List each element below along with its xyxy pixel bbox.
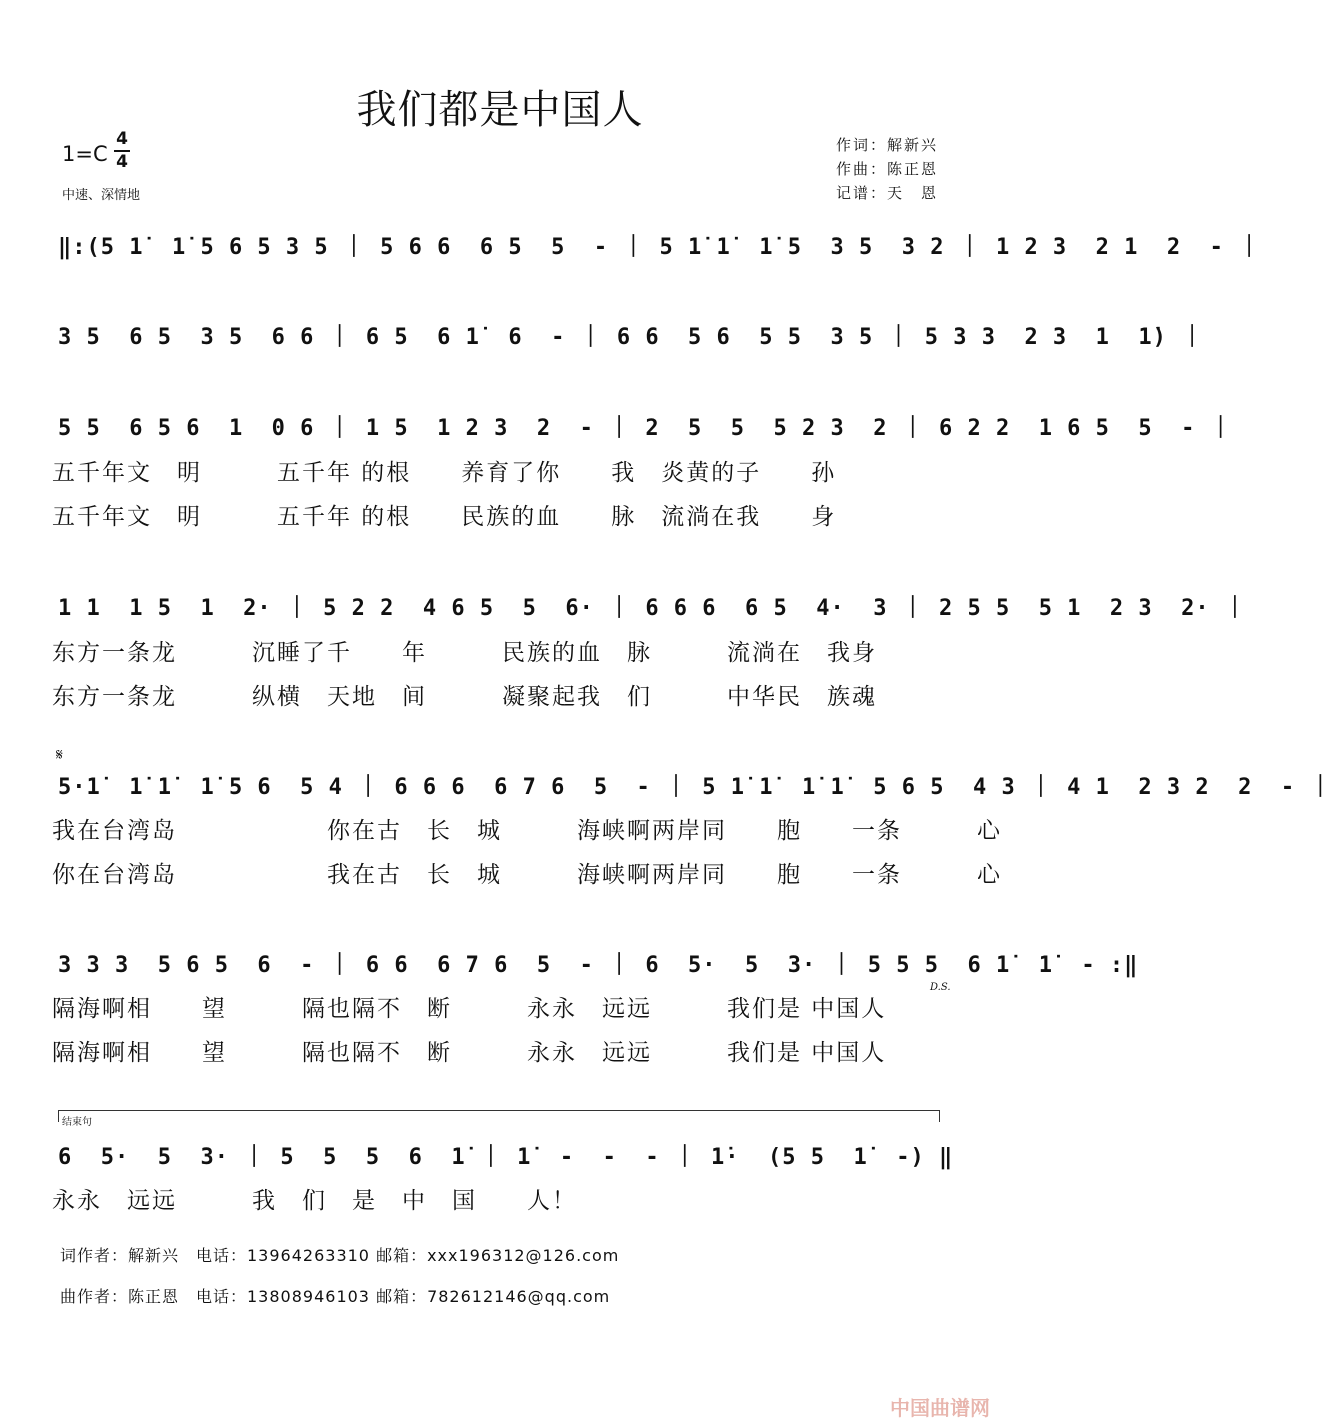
composer-contact: 曲作者：陈正恩 电话：13808946103 邮箱：782612146@qq.com [60,1287,611,1306]
score-row-5-lyric-verse-2: 你在台湾岛 我在古 长 城 海峡啊两岸同 胞 一条 心 [52,862,1002,888]
ending-bracket-right [939,1110,940,1122]
score-row-3-lyric-verse-2: 五千年文 明 五千年 的根 民族的血 脉 流淌在我 身 [52,504,837,530]
score-row-4-notes: 1 1 1 5 1 2· ｜ 5 2 2 4 6 5 5 6· ｜ 6 6 6 6 5 4· 3 ｜ 2 5 5 5 1 2 3 2· ｜ [58,596,1247,621]
ending-bracket-left [58,1110,59,1122]
time-signature-top: 4 [116,129,128,149]
transcriber-credit: 记谱：天 恩 [835,184,938,202]
score-row-6-notes: 3 3 3 5 6 5 6 - ｜ 6 6 6 7 6 5 - ｜ 6 5· 5 3· ｜ 5 5 5 6 1̇ 1̇ - :‖ [58,953,1139,978]
score-row-2-notes: 3 5 6 5 3 5 6 6 ｜ 6 5 6 1̇ 6 - ｜ 6 6 5 6 5 5 3 5 ｜ 5 3 3 2 3 1 1̇) ｜ [58,325,1205,350]
score-row-3-notes: 5 5 6 5 6 1 0 6 ｜ 1 5 1 2 3 2 - ｜ 2 5 5 5 2 3 2 ｜ 6 2 2 1 6 5 5 - ｜ [58,416,1233,441]
score-row-6-lyric-verse-2: 隔海啊相 望 隔也隔不 断 永永 远远 我们是 中国人 [52,1040,887,1066]
score-ending-lyric: 永永 远远 我 们 是 中 国 人！ [52,1188,577,1214]
score-row-6-lyric-verse-1: 隔海啊相 望 隔也隔不 断 永永 远远 我们是 中国人 [52,996,887,1022]
score-row-5-notes: 5·1̇ 1̇ 1̇ 1̇ 5 6 5 4 ｜ 6 6 6 6 7 6 5 - ｜ 5 1̇ 1̇ 1̇ 1̇ 5 6 5 4 3 ｜ 4 1 2 3 2 2 - ｜ [58,775,1332,800]
segno-sign: 𝄋 [56,745,63,764]
score-row-4-lyric-verse-1: 东方一条龙 沉睡了千 年 民族的血 脉 流淌在 我身 [52,640,877,666]
score-row-4-lyric-verse-2: 东方一条龙 纵横 天地 间 凝聚起我 们 中华民 族魂 [52,684,877,710]
score-row-3-lyric-verse-1: 五千年文 明 五千年 的根 养育了你 我 炎黄的子 孙 [52,460,837,486]
score-ending-notes: 6 5· 5 3· ｜ 5 5 5 6 1̇ ｜ 1̇ - - - ｜ 1̇· (5 5 1̇ -) ‖ [58,1145,954,1170]
song-title: 我们都是中国人 [356,87,644,133]
score-row-1-notes: ‖:(5 1̇ 1̇ 5 6 5 3 5 ｜ 5 6 6 6 5 5 - ｜ 5 1̇ 1̇ 1̇ 5 3 5 3 2 ｜ 1 2 3 2 1 2 - ｜ [58,235,1262,260]
composer-credit: 作曲：陈正恩 [835,160,938,178]
lyricist-contact: 词作者：解新兴 电话：13964263310 邮箱：xxx196312@126.com [60,1246,620,1265]
time-signature-bottom: 4 [116,152,128,172]
time-signature [114,130,130,172]
score-row-5-lyric-verse-1: 我在台湾岛 你在古 长 城 海峡啊两岸同 胞 一条 心 [52,818,1002,844]
watermark-logo: 中国曲谱网 [890,1396,990,1420]
ending-bracket [58,1110,940,1111]
key-signature: 1=C [62,142,108,166]
ending-label: 结束句 [62,1117,92,1128]
lyricist-credit: 作词：解新兴 [835,136,938,154]
dal-segno-mark: D.S. [930,982,951,993]
tempo-marking: 中速、深情地 [62,188,141,203]
